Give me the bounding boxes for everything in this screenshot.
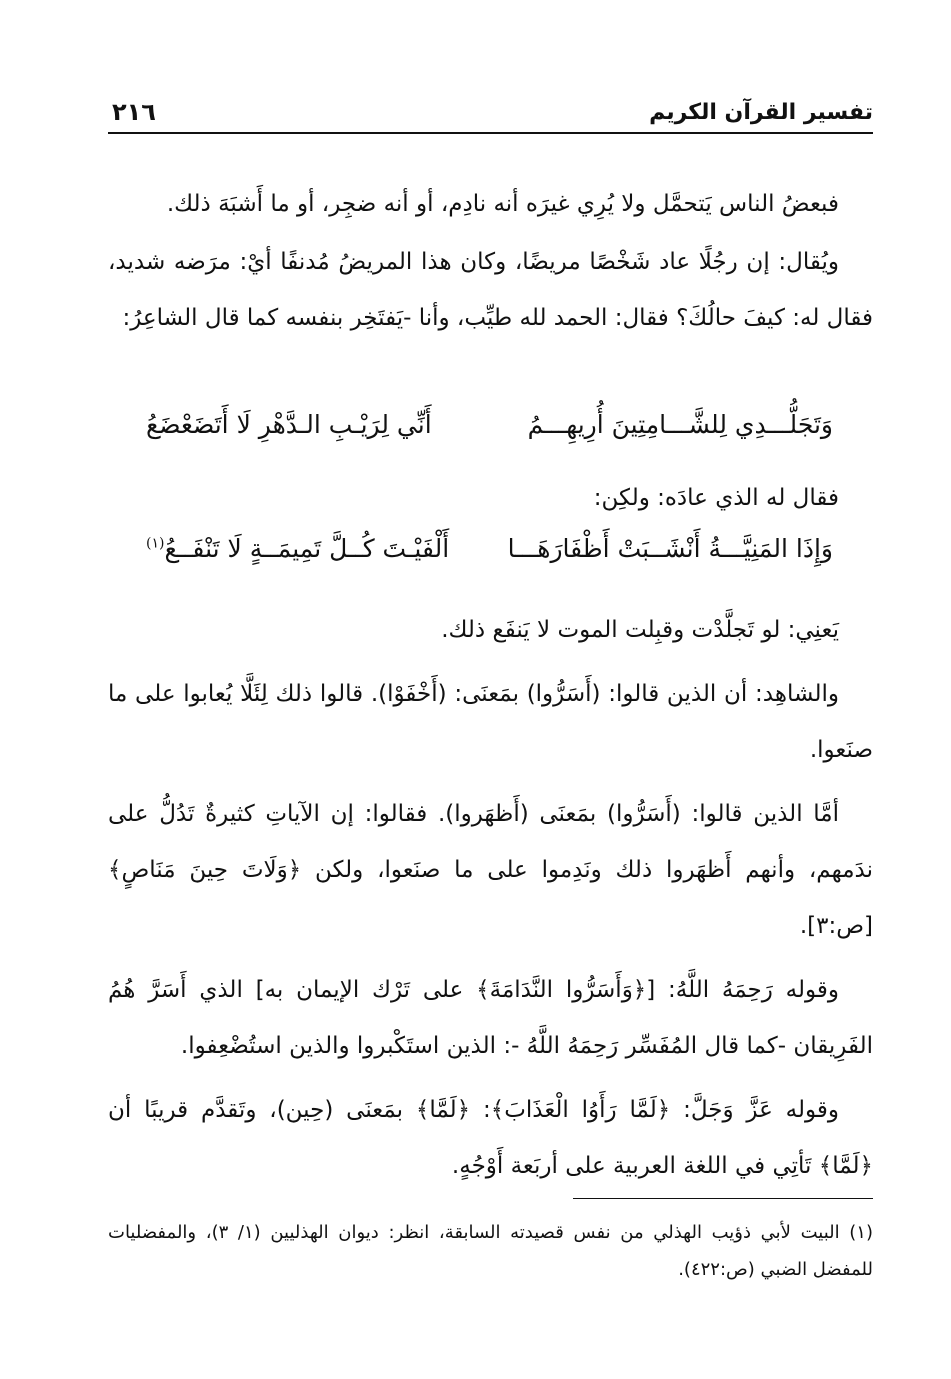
paragraph-8: وقوله عَزَّ وَجَلَّ: ﴿لَمَّا رَأَوُا الْعَذَابَ﴾: ﴿لَمَّا﴾ بمَعنَى (حِين)، وتَقدَّم قريبًا أن ﴿لَمَّا﴾ تَأتِي في اللغة العربية على أربَعة أَوْجُهٍ. (108, 1097, 873, 1179)
paragraph-7: وقوله رَحِمَهُ اللَّهُ: [﴿وَأَسَرُّوا النَّدَامَةَ﴾ على تَرْك الإيمان به] الذي أَسَرَّ هُمُ الفَرِيقان -كما قال المُفَسِّر رَحِمَهُ اللَّهُ -: الذين استَكْبروا والذين استُضْعِفوا. (108, 977, 873, 1059)
verse-1-first-hemistich: وَتَجَلُّـــدِي لِلشَّـــامِتِينَ أُرِيهِـــمُ (527, 410, 833, 439)
verse-2-second-hemistich (146, 534, 449, 563)
page-number: ٢١٦ (112, 98, 156, 126)
paragraph-2: ويُقال: إن رجُلًا عاد شَخْصًا مريضًا، وكان هذا المريضُ مُدنفًا أيْ: مرَضه شديد، فقال له: كيفَ حالُكَ؟ فقال: الحمد لله طيِّب، وأنا -يَفتَخِر بنفسه كما قال الشاعِرُ: (108, 249, 873, 331)
verse-2-second-hemistich-text: أَلْفَيْـتَ كُــلَّ تَمِيمَــةٍ لَا تَنْفَــعُ (164, 534, 450, 563)
paragraph-4: يَعنِي: لو تَجلَّدْت وقبِلت الموت لا يَنفَع ذلك. (441, 617, 839, 643)
paragraph-6: أمَّا الذين قالوا: (أَسَرُّوا) بمَعنَى (أَظهَروا). فقالوا: إن الآياتِ كثيرةٌ تَدُلُّ على ندَمهم، وأنهم أَظهَروا ذلك ونَدِموا على ما صنَعوا، ولكن ﴿وَلَاتَ حِينَ مَنَاصٍ﴾ [ص:٣]. (108, 801, 873, 939)
poem-verse-2 (108, 528, 873, 584)
book-title: تفسير القرآن الكريم (649, 100, 873, 125)
footnote: (١) البيت لأبي ذؤيب الهذلي من نفس قصيدته السابقة، انظر: ديوان الهذليين (١/ ٣)، والمفضليات للمفضل الضبي (ص:٤٢٢). (108, 1222, 873, 1280)
footnote-reference: (١) (146, 535, 165, 552)
paragraph-3: فقال له الذي عادَه: ولكِن: (593, 485, 839, 511)
page-header (108, 96, 873, 134)
paragraph-1: فبعضُ الناس يَتحمَّل ولا يُرِي غيرَه أنه نادِم، أو أنه ضجِر، أو ما أَشبَهَ ذلك. (166, 191, 839, 217)
poem-verse-1 (108, 404, 873, 460)
footnote-separator (573, 1198, 873, 1199)
verse-1-second-hemistich: أَنِّي لِرَيْـبِ الـدَّهْرِ لَا أَتَضَعْضَعُ (146, 410, 432, 439)
verse-2-first-hemistich: وَإِذَا المَنِيَّـــةُ أَنْشَــبَتْ أَظْفَارَهَـــا (507, 534, 833, 563)
paragraph-5: والشاهِد: أن الذين قالوا: (أَسَرُّوا) بمَعنَى: (أَخْفَوْا). قالوا ذلك لِئَلَّا يُعابوا على ما صنَعوا. (108, 681, 873, 763)
